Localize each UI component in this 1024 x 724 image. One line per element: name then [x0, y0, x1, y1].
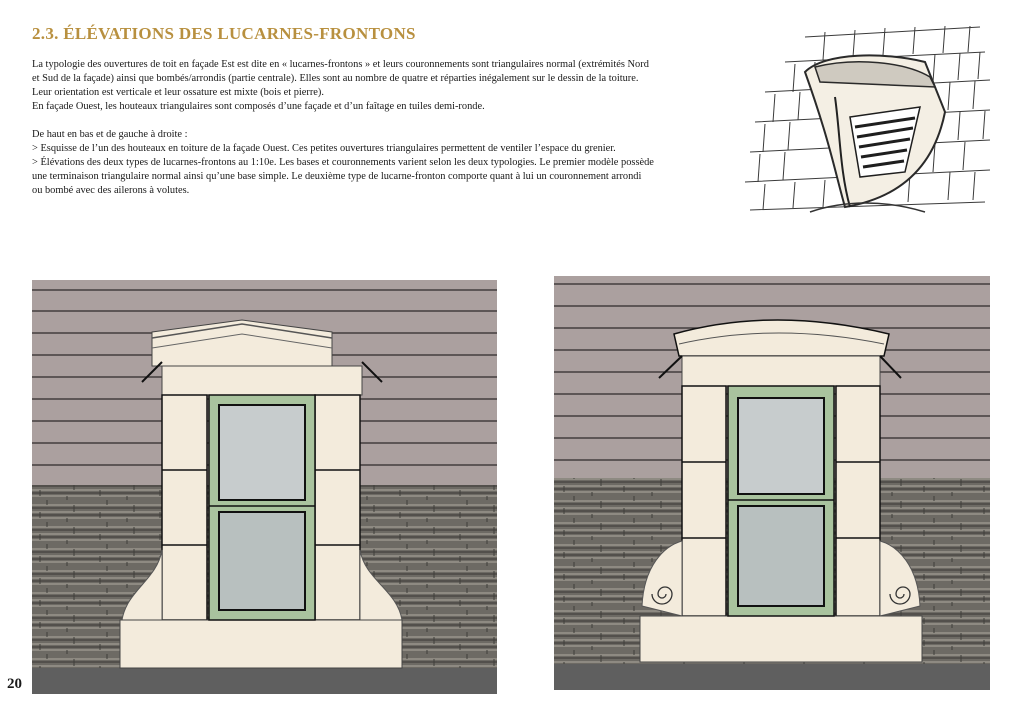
- window-glass-upper: [738, 398, 824, 494]
- sill-base: [640, 616, 922, 662]
- right-jamb: [315, 395, 360, 620]
- right-jamb: [836, 386, 880, 616]
- paragraph-line: une terminaison triangulaire normal ainsi qu’une base simple. Le deuxième type de lucarne-fronton comporte quant à lui un couronnement arrondi: [32, 171, 642, 182]
- houteau-sketch: [735, 22, 995, 237]
- left-jamb: [162, 395, 207, 620]
- ground-line: [554, 664, 990, 690]
- page-number: 20: [7, 676, 22, 692]
- window-glass-lower: [219, 512, 305, 610]
- body-text: [32, 58, 722, 198]
- paragraph-line: ou bombé avec des ailerons à volutes.: [32, 185, 190, 196]
- window-glass-upper: [219, 405, 305, 500]
- paragraph-line: En façade Ouest, les houteaux triangulaires sont composés d’une façade et d’un faîtage en tuiles demi-ronde.: [32, 101, 485, 112]
- lucarne-triangular-elevation: [32, 280, 497, 694]
- ground-line: [32, 668, 497, 694]
- page-title: 2.3. ÉLÉVATIONS DES LUCARNES-FRONTONS: [32, 24, 416, 43]
- paragraph-line: La typologie des ouvertures de toit en façade Est est dite en « lucarnes-frontons » et leurs couronnements sont triangulaires normal (extrémités Nord: [32, 59, 649, 70]
- paragraph-line: > Élévations des deux types de lucarnes-frontons au 1:10e. Les bases et couronnements varient selon les deux typologies. Le premier modèle possède: [32, 157, 654, 168]
- paragraph-line: et Sud de la façade) ainsi que bombés/arrondis (partie centrale). Elles sont au nombre de quatre et réparties inégalement sur le dessin de la toiture.: [32, 73, 639, 84]
- paragraph-line: De haut en bas et de gauche à droite :: [32, 129, 188, 140]
- sill-base: [120, 620, 402, 668]
- paragraph-line: > Esquisse de l’un des houteaux en toiture de la façade Ouest. Ces petites ouvertures triangulaires permettent de ventiler l’espace du grenier.: [32, 143, 616, 154]
- entablature: [162, 366, 362, 395]
- entablature: [682, 356, 880, 386]
- left-jamb: [682, 386, 726, 616]
- lucarne-segmental-elevation: [554, 276, 990, 690]
- paragraph-line: Leur orientation est verticale et leur ossature est mixte (bois et pierre).: [32, 87, 324, 98]
- window-glass-lower: [738, 506, 824, 606]
